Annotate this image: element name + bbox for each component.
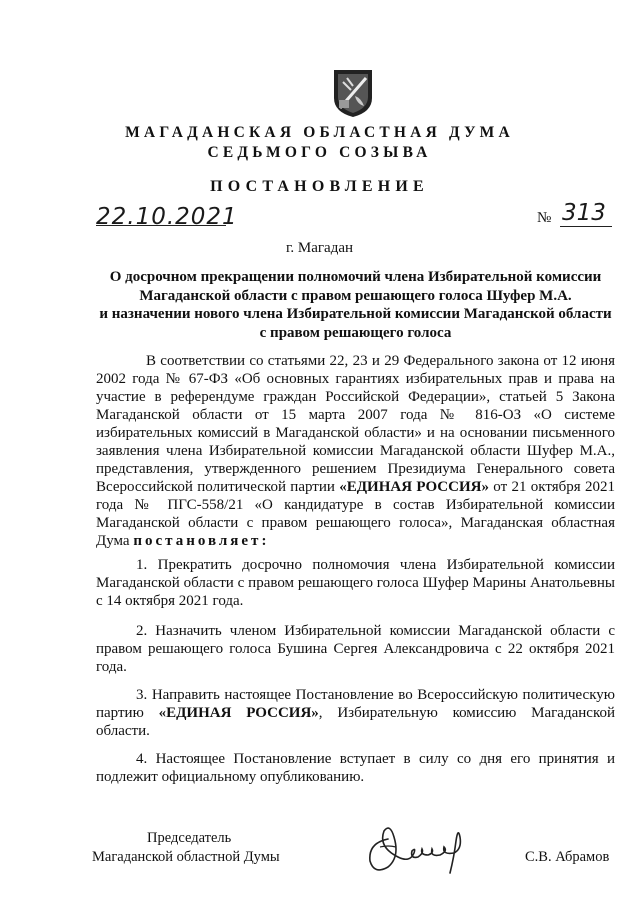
city: г. Магадан: [285, 240, 354, 256]
item-3-text: 3. Направить настоящее Постановление во Всероссийскую политическую партию: [96, 687, 615, 721]
document-date: 22.10.2021: [96, 204, 238, 230]
title-line: О досрочном прекращении полномочий члена Избирательной комиссии: [109, 269, 602, 285]
handwritten-signature: [358, 817, 476, 879]
item-4: 4. Настоящее Постановление вступает в силу со дня его принятия и подлежит официальному опубликованию.: [96, 751, 615, 785]
resolves-word: постановляет: [133, 533, 262, 549]
intro-text: В соответствии со статьями 22, 23 и 29 Федерального закона от 12 июня 2002 года № 67-ФЗ «Об основных гарантиях избирательных прав и права на участие в референдуме граждан Российской Федерации», статьей 5 Закона Магаданской области от 15 марта 2007 года № 816-ОЗ «О системе избирательных комиссий в Магаданской области» и на основании письменного заявления члена Избирательной комиссии Магаданской области Шуфер М.А., представления, утвержденного решением Президиума Генерального совета Всероссийской политической партии: [96, 353, 615, 495]
document-type: ПОСТАНОВЛЕНИЕ: [210, 178, 429, 195]
coat-of-arms-icon: [331, 68, 375, 118]
item-1: 1. Прекратить досрочно полномочия члена Избирательной комиссии Магаданской области с правом решающего голоса Шуфер Марины Анатольевны с 14 октября 2021 года.: [96, 557, 615, 609]
intro-paragraph: [96, 352, 615, 550]
party-name: «ЕДИНАЯ РОССИЯ»: [339, 479, 489, 495]
party-name: «ЕДИНАЯ РОССИЯ»: [158, 705, 319, 721]
document-title: [96, 268, 615, 342]
title-line: с правом решающего голоса: [259, 324, 452, 341]
item-2: 2. Назначить членом Избирательной комиссии Магаданской области с правом решающего голоса Бушина Сергея Александровича с 22 октября 2021 года.: [96, 623, 615, 675]
document-number: 313: [562, 200, 606, 226]
title-line: и назначении нового члена Избирательной комиссии Магаданской области: [99, 306, 612, 322]
signatory-organization: Магаданской областной Думы: [92, 849, 280, 865]
date-underline: [96, 225, 226, 226]
organization-name: МАГАДАНСКАЯ ОБЛАСТНАЯ ДУМА: [125, 124, 514, 141]
number-underline: [560, 226, 612, 227]
signatory-name: С.В. Абрамов: [525, 849, 610, 865]
number-label: №: [537, 210, 552, 226]
item-3: [96, 686, 615, 740]
item-3-text: , Избирательную комиссию Магаданской области.: [96, 705, 615, 739]
title-line: Магаданской области с правом решающего голоса Шуфер М.А.: [139, 287, 572, 304]
signatory-position: Председатель: [147, 830, 232, 846]
convocation: СЕДЬМОГО СОЗЫВА: [207, 144, 432, 161]
colon: :: [261, 533, 267, 549]
intro-text: от 21 октября 2021 года № ПГС-558/21 «О кандидатуре в состав Избирательной комиссии Магаданской области с правом решающего голоса», Магаданская областная Дума: [96, 479, 615, 549]
